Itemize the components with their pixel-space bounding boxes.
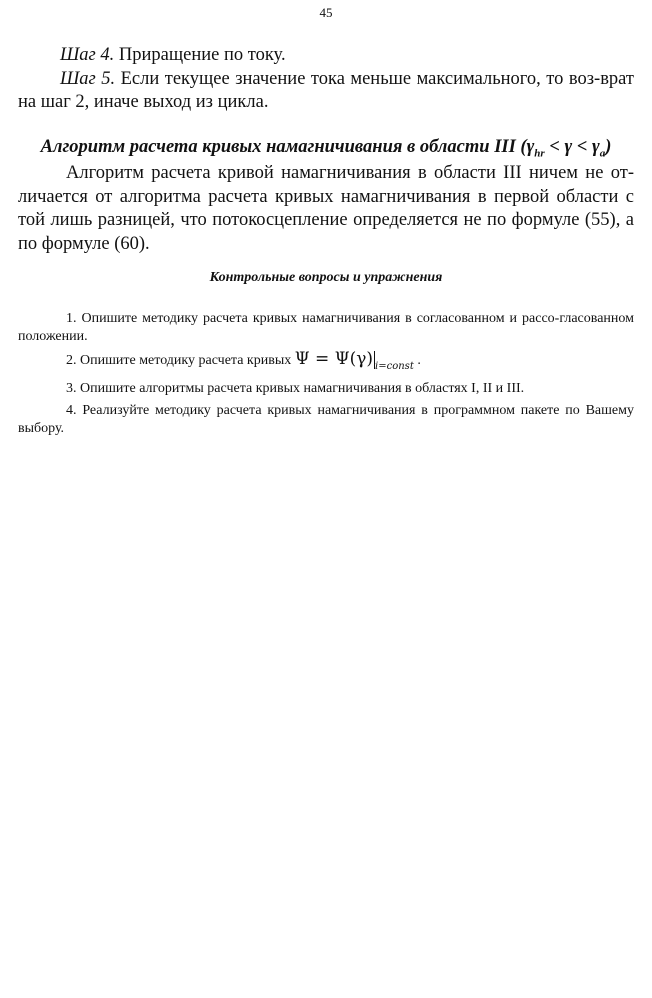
gamma-hr: γ bbox=[526, 137, 535, 157]
question-2 bbox=[18, 350, 634, 376]
psi-formula-main: Ψ = Ψ(γ) bbox=[294, 349, 374, 369]
less-than-2: < bbox=[572, 137, 592, 157]
questions-heading: Контрольные вопросы и упражнения bbox=[209, 270, 443, 285]
psi-formula-subscript: i=const bbox=[375, 361, 414, 372]
steps-block bbox=[18, 44, 634, 115]
section-heading bbox=[18, 137, 634, 160]
section-heading-text: Алгоритм расчета кривых намагничивания в области III ( bbox=[40, 137, 527, 157]
question-4: 4. Реализуйте методику расчета кривых намагничивания в программном пакете по Вашему выбору. bbox=[18, 403, 634, 436]
question-2-text: 2. Опишите методику расчета кривых bbox=[66, 353, 295, 368]
step-4-title: Шаг 4. bbox=[60, 45, 115, 65]
gamma-hr-subscript: hr bbox=[534, 147, 545, 160]
step-4 bbox=[18, 44, 634, 68]
page-number: 45 bbox=[319, 5, 333, 20]
gamma-a-subscript: a bbox=[599, 147, 606, 160]
psi-formula bbox=[294, 349, 414, 372]
step-5-title: Шаг 5. bbox=[60, 68, 116, 89]
step-4-text: Приращение по току. bbox=[114, 45, 286, 65]
section-paragraph: Алгоритм расчета кривой намагничивания в области III ничем не от-личается от алгоритма расчета кривых намагничивания в первой области с той лишь разницей, что потокосцепление определяется не по формуле (55), а по формуле (60). bbox=[18, 163, 634, 254]
less-than-1: < bbox=[544, 137, 565, 157]
question-3: 3. Опишите алгоритмы расчета кривых намагничивания в областях I, II и III. bbox=[66, 381, 525, 396]
step-5 bbox=[18, 68, 634, 115]
question-2-suffix: . bbox=[413, 353, 421, 368]
question-1: 1. Опишите методику расчета кривых намагничивания в согласованном и рассо-гласованном положении. bbox=[18, 311, 634, 344]
step-5-text: Если текущее значение тока меньше максимального, то воз-врат на шаг 2, иначе выход из цикла. bbox=[18, 68, 634, 112]
questions-list bbox=[18, 310, 634, 442]
close-paren: ) bbox=[605, 137, 612, 157]
gamma-a: γ bbox=[591, 137, 600, 157]
gamma: γ bbox=[564, 137, 573, 157]
